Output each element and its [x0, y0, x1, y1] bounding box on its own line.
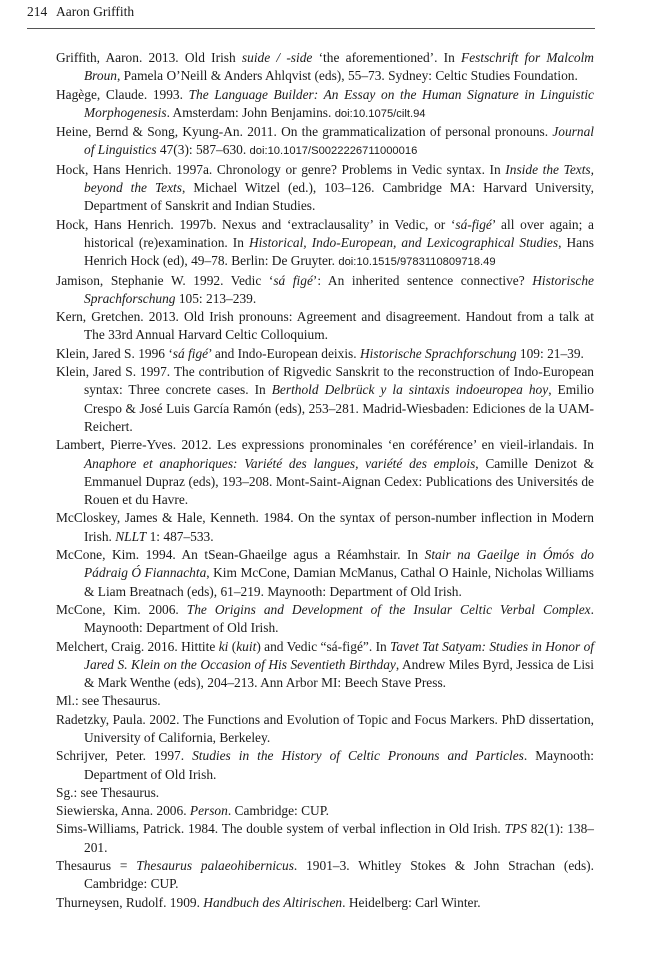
italic-title: Festschrift for Malcolm Broun [84, 50, 594, 84]
reference-text: Siewierska, Anna. 2006. [56, 803, 190, 819]
italic-title: Berthold Delbrück y la sintaxis indoeuropea hoy [271, 382, 549, 398]
reference-text: 109: 21–39. [516, 345, 584, 361]
reference-text: 105: 213–239. [175, 290, 257, 306]
reference-text: McCone, Kim. 1994. An tSean-Ghaeilge agus a Réamhstair. In [56, 547, 425, 563]
reference-entry [56, 49, 594, 86]
reference-entry [56, 216, 594, 272]
reference-text: 1: 487–533. [146, 528, 214, 544]
reference-text: ’: An inherited sentence connective? [312, 272, 533, 288]
reference-entry [56, 308, 594, 345]
reference-entry [56, 546, 594, 601]
reference-text: ) and Vedic “sá-figé”. In [256, 638, 391, 654]
reference-entry [56, 86, 594, 124]
doi-text: doi:10.1017/S0022226711000016 [249, 145, 418, 158]
reference-text: Thesaurus = [56, 858, 137, 874]
italic-title: Studies in the History of Celtic Pronouns and Particles [192, 748, 524, 764]
reference-text: . Heidelberg: Carl Winter. [342, 894, 481, 910]
reference-text: ( [228, 638, 237, 654]
reference-text: Radetzky, Paula. 2002. The Functions and Evolution of Topic and Focus Markers. PhD dissertation, University of California, Berkeley. [56, 711, 594, 745]
reference-text: , Michael Witzel (ed.), 103–126. Cambridge MA: Harvard University, Department of Sanskrit and Indian Studies. [84, 180, 594, 214]
reference-entry [56, 272, 594, 309]
italic-title: sá figé [273, 272, 313, 288]
italic-title: Handbuch des Altirischen [203, 894, 343, 910]
reference-entry [56, 638, 594, 693]
italic-title: The Language Builder: An Essay on the Human Signature in Linguistic Morphogenesis [84, 86, 594, 120]
reference-entry [56, 436, 594, 509]
doi-text: doi:10.1515/9783110809718.49 [338, 256, 496, 269]
italic-title: The Origins and Development of the Insular Celtic Verbal Complex [186, 601, 591, 617]
reference-text: ’ all over again; a historical (re)examination. In [84, 216, 594, 250]
italic-title: Historical, Indo-European, and Lexicographical Studies [249, 234, 559, 250]
italic-title: Journal of Linguistics [84, 124, 594, 158]
doi-text: doi:10.1075/cilt.94 [334, 107, 426, 120]
reference-text: 47(3): 587–630. [156, 142, 250, 158]
italic-title: TPS [504, 821, 527, 837]
reference-entry [56, 802, 594, 820]
reference-entry [56, 820, 594, 857]
reference-text: , Kim McCone, Damian McManus, Cathal O Hainle, Nicholas Williams & Liam Breatnach (eds), 61–219. Maynooth: Department of Old Irish. [84, 565, 594, 599]
reference-text: Sg.: see Thesaurus. [56, 784, 160, 800]
reference-entry [56, 363, 594, 436]
italic-title: Stair na Gaeilge in Ómós do Pádraig Ó Fiannachta [84, 547, 594, 581]
reference-text: Schrijver, Peter. 1997. [56, 748, 193, 764]
reference-entry [56, 894, 594, 912]
italic-title: sá figé [172, 345, 209, 361]
italic-title: Historische Sprachforschung [359, 345, 517, 361]
reference-entry [56, 345, 594, 363]
reference-text: Klein, Jared S. 1997. The contribution of Rigvedic Sanskrit to the reconstruction of Indo-European syntax: Three concrete cases. In [56, 364, 594, 398]
running-head-author: Aaron Griffith [56, 4, 135, 19]
reference-text: , Hans Henrich Hock (ed), 49–78. Berlin: De Gruyter. [84, 234, 594, 269]
italic-title: Anaphore et anaphoriques: Variété des langues, variété des emplois [84, 455, 476, 471]
italic-title: NLLT [115, 528, 147, 544]
running-header [27, 0, 595, 29]
reference-text: Griffith, Aaron. 2013. Old Irish [56, 50, 242, 65]
reference-text: Hock, Hans Henrich. 1997b. Nexus and ‘extraclausality’ in Vedic, or ‘ [56, 216, 456, 232]
reference-entry [56, 692, 594, 710]
reference-entry [56, 747, 594, 784]
italic-title: Inside the Texts, beyond the Texts [84, 161, 594, 196]
reference-text: Lambert, Pierre-Yves. 2012. Les expressions pronominales ‘en coréférence’ en vieil-irlandais. In [56, 437, 594, 453]
reference-list [56, 49, 594, 912]
reference-text: Melchert, Craig. 2016. Hittite [56, 638, 219, 654]
reference-text: McCloskey, James & Hale, Kenneth. 1984. On the syntax of person-number inflection in Modern Irish. [56, 510, 594, 544]
reference-text: ‘the aforementioned’. In [312, 50, 462, 65]
italic-title: Thesaurus palaeohibernicus [136, 858, 294, 874]
italic-title: Tavet Tat Satyam: Studies in Honor of Jared S. Klein on the Occasion of His Seventieth Birthday [84, 638, 594, 672]
reference-text: . 1901–3. Whitley Stokes & John Strachan (eds). Cambridge: CUP. [84, 858, 594, 892]
italic-title: ki [218, 638, 229, 654]
italic-title: Historische Sprachforschung [84, 272, 594, 306]
reference-text: . Cambridge: CUP. [227, 803, 330, 819]
reference-entry [56, 123, 594, 161]
page-number: 214 [27, 4, 48, 19]
reference-text: , Camille Denizot & Emmanuel Dupraz (eds), 193–208. Mont-Saint-Aignan Cedex: Publications des Universités de Rouen et du Havre. [84, 455, 594, 508]
reference-text: , Emilio Crespo & José Luis García Ramón (eds), 253–281. Madrid-Wiesbaden: Ediciones de la UAM-Reichert. [84, 382, 594, 434]
reference-text: Hagège, Claude. 1993. [56, 86, 189, 102]
reference-text: 82(1): 138–201. [84, 821, 594, 855]
italic-title: Person [189, 803, 228, 819]
reference-text: ’ and Indo-European deixis. [208, 345, 360, 361]
reference-text: Jamison, Stephanie W. 1992. Vedic ‘ [56, 272, 274, 288]
reference-entry [56, 784, 594, 802]
reference-text: Ml.: see Thesaurus. [56, 693, 161, 709]
italic-title: suide / -side [241, 50, 313, 65]
reference-text: Thurneysen, Rudolf. 1909. [56, 894, 204, 910]
reference-text: Hock, Hans Henrich. 1997a. Chronology or genre? Problems in Vedic syntax. In [56, 161, 506, 177]
reference-text: Heine, Bernd & Song, Kyung-An. 2011. On the grammaticalization of personal pronouns. [56, 124, 553, 140]
reference-text: Klein, Jared S. 1996 ‘ [56, 345, 173, 361]
reference-entry [56, 161, 594, 216]
reference-text: Kern, Gretchen. 2013. Old Irish pronouns: Agreement and disagreement. Handout from a talk at The 33rd Annual Harvard Celtic Colloquium. [56, 309, 594, 343]
reference-text: Sims-Williams, Patrick. 1984. The double system of verbal inflection in Old Irish. [56, 821, 505, 837]
reference-text: . Maynooth: Department of Old Irish. [84, 601, 594, 636]
italic-title: kuit [236, 638, 257, 654]
reference-text: . Amsterdam: John Benjamins. [166, 104, 335, 120]
reference-entry [56, 857, 594, 894]
reference-text: , Pamela O’Neill & Anders Ahlqvist (eds), 55–73. Sydney: Celtic Studies Foundation. [116, 68, 578, 84]
reference-entry [56, 601, 594, 638]
reference-text: McCone, Kim. 2006. [56, 601, 187, 617]
reference-text: , Andrew Miles Byrd, Jessica de Lisi & Mark Wenthe (eds), 204–213. Ann Arbor MI: Beech Stave Press. [84, 656, 594, 691]
italic-title: sá-figé [455, 216, 492, 232]
reference-entry [56, 711, 594, 748]
reference-entry [56, 509, 594, 546]
reference-text: . Maynooth: Department of Old Irish. [84, 748, 594, 782]
